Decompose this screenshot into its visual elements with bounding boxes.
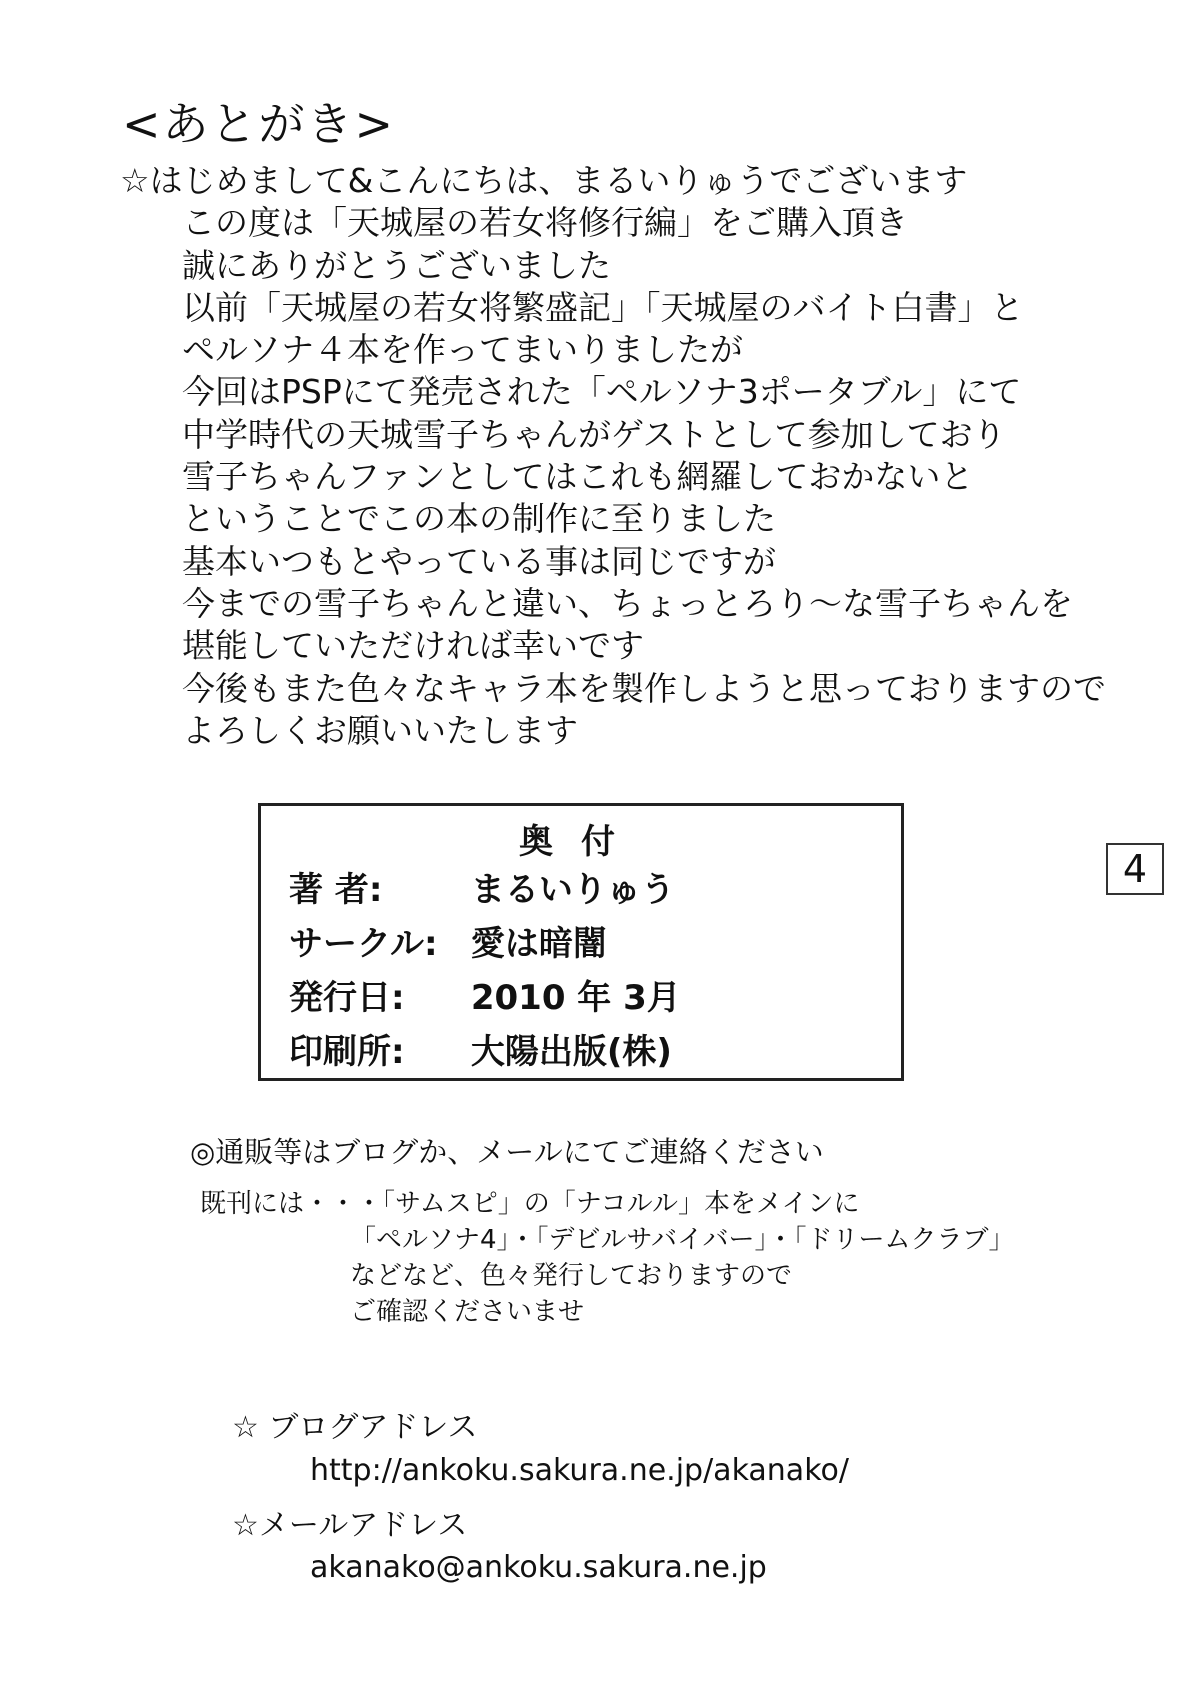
colophon-author-value: まるいりゅう bbox=[470, 870, 675, 910]
colophon-box bbox=[258, 803, 904, 1081]
afterword-line: 以前「天城屋の若女将繁盛記」「天城屋のバイト白書」と bbox=[182, 287, 1024, 327]
afterword-line: 今までの雪子ちゃんと違い、ちょっとろり～な雪子ちゃんを bbox=[182, 583, 1073, 623]
afterword-body bbox=[120, 160, 1106, 752]
afterword-line: 中学時代の天城雪子ちゃんがゲストとして参加しており bbox=[182, 414, 1006, 454]
blog-address-label: ☆ ブログアドレス bbox=[232, 1410, 478, 1445]
back-issues-line: ご確認くださいませ bbox=[350, 1297, 585, 1327]
colophon-author-row bbox=[289, 862, 675, 911]
back-issues-line: 「ペルソナ4」・「デビルサバイバー」・「ドリームクラブ」 bbox=[350, 1225, 1015, 1255]
colophon-date-value: 2010 年 3月 bbox=[470, 978, 681, 1018]
back-issues bbox=[200, 1186, 1014, 1330]
colophon-date-label: 発行日: bbox=[289, 978, 405, 1018]
afterword-line: 誠にありがとうございました bbox=[182, 245, 611, 285]
colophon-printer-value: 大陽出版(株) bbox=[470, 1032, 672, 1072]
colophon-circle-label: サークル: bbox=[289, 924, 438, 964]
colophon-printer-row bbox=[289, 1024, 672, 1073]
back-issues-line: 既刊には・・・「サムスピ」の「ナコルル」本をメインに bbox=[200, 1189, 860, 1219]
afterword-line: ということでこの本の制作に至りました bbox=[182, 499, 776, 539]
order-notice: ◎通販等はブログか、メールにてご連絡ください bbox=[190, 1135, 824, 1169]
colophon-printer-label: 印刷所: bbox=[289, 1032, 405, 1072]
colophon-circle-value: 愛は暗闇 bbox=[470, 924, 607, 964]
afterword-line: 今後もまた色々なキャラ本を製作しようと思っておりますので bbox=[182, 668, 1106, 708]
colophon-title: 奥付 bbox=[519, 822, 643, 862]
afterword-line: 基本いつもとやっている事は同じですが bbox=[182, 541, 776, 581]
afterword-line: 今回はPSPにて発売された「ペルソナ3ポータブル」にて bbox=[182, 372, 1022, 412]
blog-url-link[interactable]: http://ankoku.sakura.ne.jp/akanako/ bbox=[310, 1453, 849, 1488]
colophon-date-row bbox=[289, 970, 681, 1019]
mail-address-link[interactable]: akanako@ankoku.sakura.ne.jp bbox=[310, 1550, 767, 1585]
afterword-line: この度は「天城屋の若女将修行編」をご購入頂き bbox=[182, 203, 908, 243]
back-issues-line: などなど、色々発行しておりますので bbox=[350, 1261, 793, 1291]
page-number: 4 bbox=[1106, 843, 1164, 895]
colophon-circle-row bbox=[289, 916, 607, 965]
mail-address-label: ☆メールアドレス bbox=[232, 1508, 468, 1543]
afterword-line: 雪子ちゃんファンとしてはこれも網羅しておかないと bbox=[182, 457, 974, 497]
afterword-line: ☆はじめまして&こんにちは、まるいりゅうでございます bbox=[120, 161, 968, 200]
colophon-author-label: 著 者: bbox=[289, 870, 383, 910]
afterword-heading: <あとがき> bbox=[122, 97, 396, 151]
afterword-line: ペルソナ４本を作ってまいりましたが bbox=[182, 330, 743, 370]
afterword-line: 堪能していただければ幸いです bbox=[182, 626, 644, 666]
afterword-line: よろしくお願いいたします bbox=[182, 710, 578, 750]
